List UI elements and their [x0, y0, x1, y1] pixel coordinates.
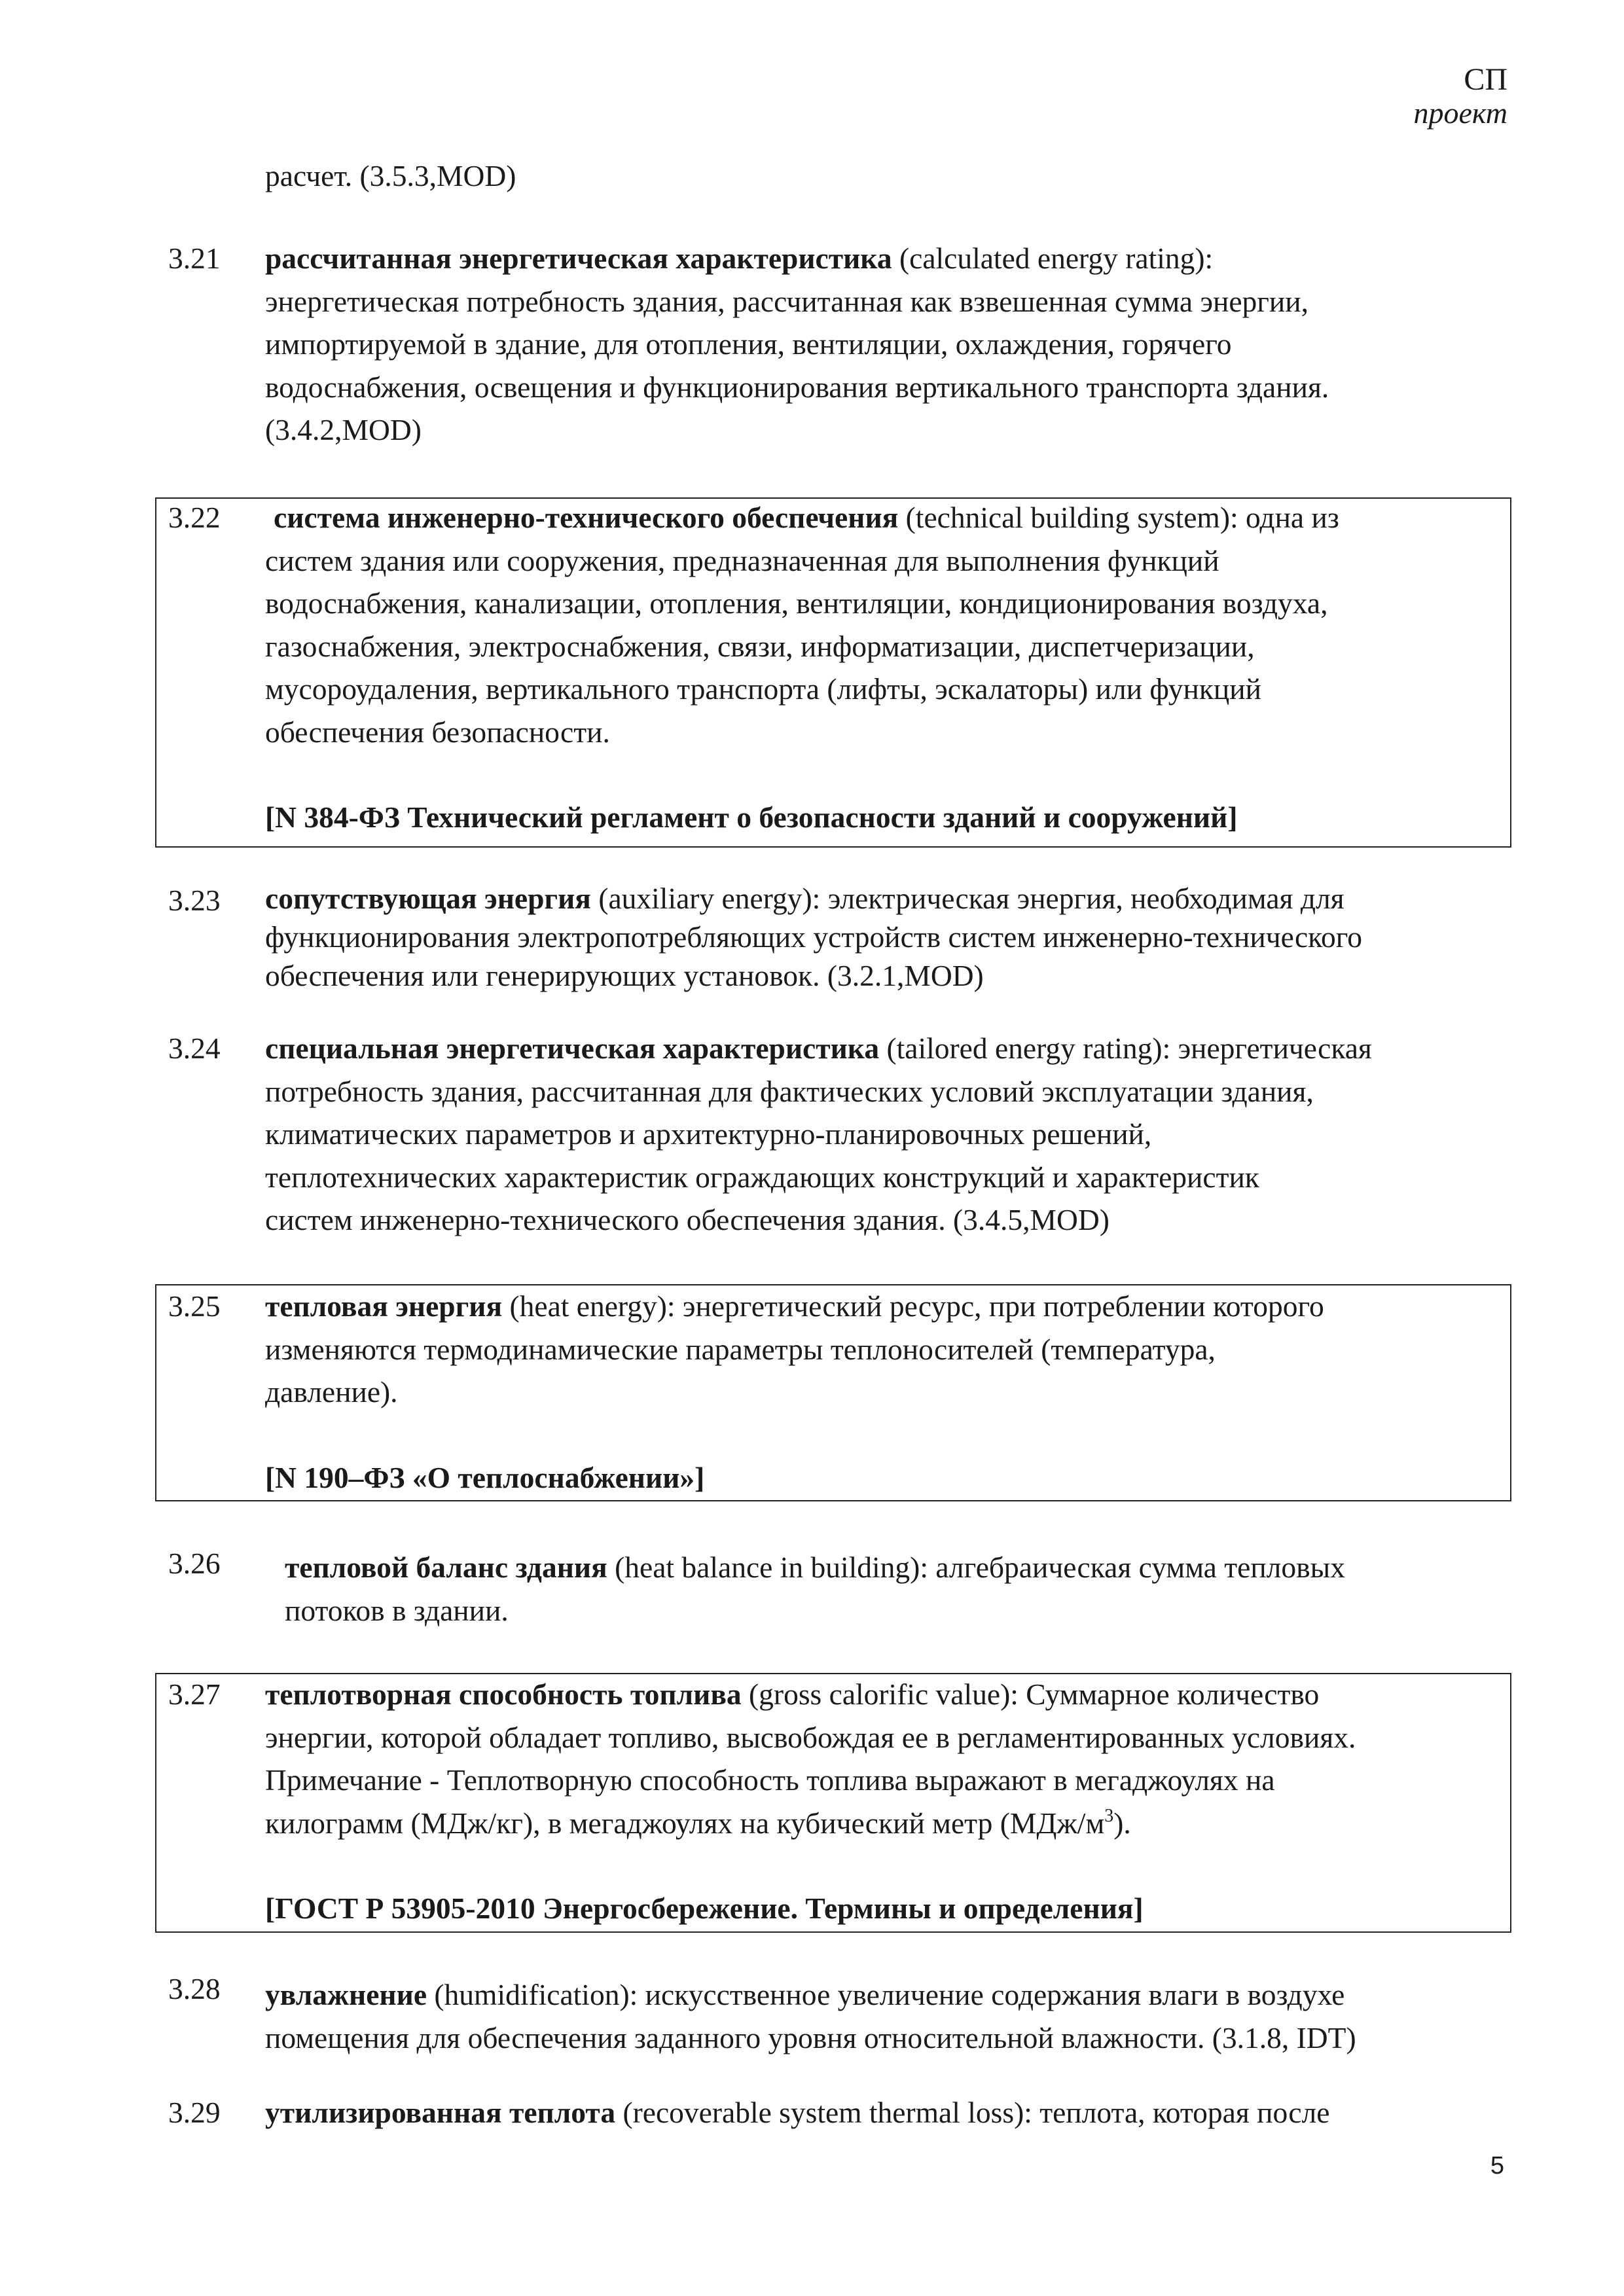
- definition-line: функционирования электропотребляющих устройств систем инженерно-технического: [265, 920, 1362, 954]
- entry-number: 3.23: [168, 884, 221, 917]
- term: рассчитанная энергетическая характеристика: [265, 242, 892, 275]
- entry-body: [265, 879, 1542, 995]
- entry-number: 3.27: [168, 1677, 221, 1711]
- definition-line: климатических параметров и архитектурно-планировочных решений,: [265, 1117, 1152, 1151]
- entry-number: 3.21: [168, 242, 221, 275]
- continuation-text: расчет. (3.5.3,MOD): [265, 159, 516, 192]
- page-number: 5: [1490, 2152, 1504, 2179]
- definition-line: (heat balance in building): алгебраическая сумма тепловых: [607, 1551, 1345, 1584]
- definition-line: давление).: [265, 1375, 398, 1408]
- definition-line: мусороудаления, вертикального транспорта (лифты, эскалаторы) или функций: [265, 672, 1261, 706]
- definition-line: теплотехнических характеристик ограждающих конструкций и характеристик: [265, 1160, 1259, 1194]
- definition-line: импортируемой в здание, для отопления, вентиляции, охлаждения, горячего: [265, 327, 1232, 361]
- superscript: 3: [1104, 1805, 1114, 1826]
- definition-line: (heat energy): энергетический ресурс, при потреблении которого: [502, 1289, 1324, 1323]
- definition-line: (tailored energy rating): энергетическая: [879, 1031, 1372, 1065]
- definition-line: энергетическая потребность здания, рассчитанная как взвешенная сумма энергии,: [265, 284, 1309, 318]
- entry-number: 3.29: [168, 2096, 221, 2129]
- definition-line: водоснабжения, освещения и функционирования вертикального транспорта здания.: [265, 370, 1329, 404]
- definition-line: обеспечения безопасности.: [265, 715, 610, 749]
- source-reference: [N 190–ФЗ «О теплоснабжении»]: [265, 1460, 705, 1494]
- entry-number: 3.24: [168, 1031, 221, 1065]
- definition-line: систем здания или сооружения, предназначенная для выполнения функций: [265, 543, 1219, 577]
- source-reference: [ГОСТ Р 53905-2010 Энергосбережение. Термины и определения]: [265, 1892, 1144, 1925]
- term: тепловая энергия: [265, 1289, 503, 1323]
- draft-status: проект: [1413, 96, 1507, 130]
- document-code: СП: [1464, 62, 1507, 97]
- entry-number: 3.22: [168, 501, 221, 534]
- definition-line: (calculated energy rating):: [892, 242, 1214, 275]
- definition-line: килограмм (МДж/кг), в мегаджоулях на кубический метр (МДж/м: [265, 1806, 1105, 1840]
- definition-line: изменяются термодинамические параметры теплоносителей (температура,: [265, 1332, 1216, 1366]
- term: утилизированная теплота: [265, 2096, 616, 2129]
- definition-line: (technical building system): одна из: [898, 501, 1339, 534]
- entry-body: [265, 237, 1542, 452]
- term: сопутствующая энергия: [265, 882, 591, 915]
- term: система инженерно-технического обеспечения: [274, 501, 899, 534]
- entry-body: [265, 2091, 1542, 2134]
- entry-body: [265, 1285, 1542, 1499]
- term: тепловой баланс здания: [285, 1551, 607, 1584]
- definition-line: обеспечения или генерирующих установок. (3.2.1,MOD): [265, 959, 984, 992]
- definition-line: (gross calorific value): Суммарное количество: [741, 1677, 1320, 1711]
- definition-line: водоснабжения, канализации, отопления, вентиляции, кондиционирования воздуха,: [265, 586, 1328, 620]
- entry-body: [265, 1673, 1542, 1930]
- definition-line: (recoverable system thermal loss): теплота, которая после: [615, 2096, 1330, 2129]
- entry-number: 3.28: [168, 1972, 221, 2005]
- entry-number: 3.26: [168, 1547, 221, 1580]
- entry-body: [265, 1027, 1542, 1242]
- entry-body: [274, 496, 1550, 539]
- term: специальная энергетическая характеристика: [265, 1031, 880, 1065]
- definition-line: потоков в здании.: [285, 1593, 509, 1627]
- definition-line: потребность здания, рассчитанная для фактических условий эксплуатации здания,: [265, 1074, 1314, 1108]
- definition-line: помещения для обеспечения заданного уровня относительной влажности. (3.1.8, IDT): [265, 2020, 1356, 2054]
- definition-line: энергии, которой обладает топливо, высвобождая ее в регламентированных условиях.: [265, 1720, 1356, 1754]
- term: увлажнение: [265, 1978, 427, 2011]
- entry-body: [265, 539, 1542, 839]
- term: теплотворная способность топлива: [265, 1677, 742, 1711]
- definition-line: (auxiliary energy): электрическая энергия, необходимая для: [590, 882, 1344, 915]
- entry-number: 3.25: [168, 1289, 221, 1323]
- definition-line: газоснабжения, электроснабжения, связи, информатизации, диспетчеризации,: [265, 629, 1255, 663]
- entry-body: [285, 1546, 1561, 1632]
- entry-body: [265, 1973, 1542, 2059]
- definition-line: Примечание - Теплотворную способность топлива выражают в мегаджоулях на: [265, 1763, 1275, 1797]
- definition-line: систем инженерно-технического обеспечения здания. (3.4.5,MOD): [265, 1203, 1110, 1236]
- definition-line: (humidification): искусственное увеличение содержания влаги в воздухе: [427, 1978, 1345, 2011]
- definition-line-tail: ).: [1113, 1806, 1131, 1840]
- definition-line: (3.4.2,MOD): [265, 413, 422, 446]
- source-reference: [N 384-ФЗ Технический регламент о безопасности зданий и сооружений]: [265, 800, 1238, 834]
